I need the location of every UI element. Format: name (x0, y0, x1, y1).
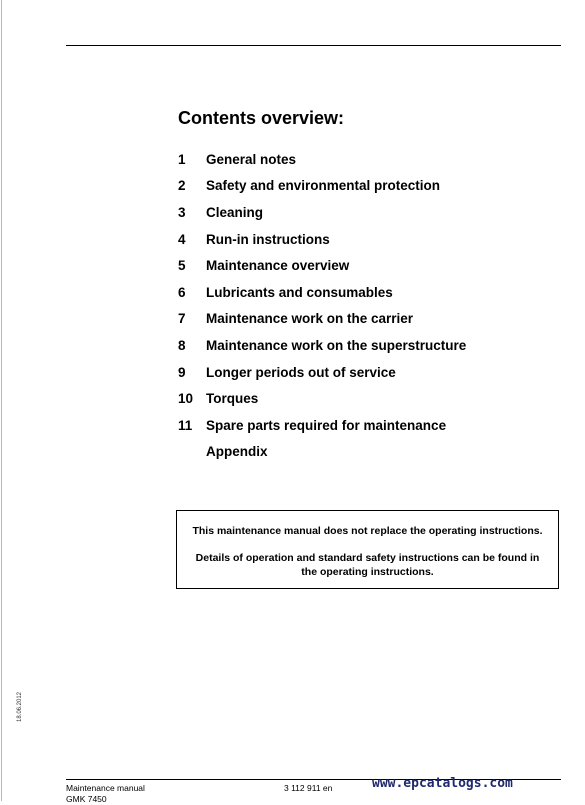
page-edge-line (1, 0, 2, 801)
toc-entry-2[interactable] (178, 173, 466, 200)
toc-entry-title: Run-in instructions (206, 231, 330, 247)
toc-entry-title: Maintenance work on the carrier (206, 311, 414, 327)
toc-entry-number: 6 (178, 284, 186, 300)
toc-entry-5[interactable] (178, 252, 466, 279)
toc-entry-title: Maintenance work on the superstructure (206, 337, 467, 353)
toc-entry-7[interactable] (178, 306, 466, 333)
contents-heading: Contents overview: (178, 108, 345, 128)
toc-entry-8[interactable] (178, 332, 466, 359)
toc-entry-title: Spare parts required for maintenance (206, 417, 447, 433)
watermark-url: www.epcatalogs.com (372, 776, 513, 791)
toc-entry-4[interactable] (178, 226, 466, 253)
toc-entry-number: 7 (178, 311, 186, 327)
notice-line-1: This maintenance manual does not replace the operating instructions. (192, 525, 543, 537)
notice-line-2: Details of operation and standard safety instructions can be found in the operating instructions. (195, 552, 540, 578)
toc-entry-title: Appendix (206, 444, 268, 460)
contents-list (178, 146, 466, 465)
toc-entry-number: 8 (178, 337, 186, 353)
side-date-stamp: 18.06.2012 (17, 691, 23, 723)
toc-entry-title: Maintenance overview (206, 258, 350, 274)
footer-doc-number: 3 112 911 en (284, 783, 333, 793)
toc-entry-title: Cleaning (206, 204, 264, 220)
toc-entry-9[interactable] (178, 359, 466, 386)
toc-entry-number: 3 (178, 204, 186, 220)
toc-entry-1[interactable] (178, 146, 466, 173)
toc-entry-appendix[interactable] (178, 439, 466, 466)
toc-entry-6[interactable] (178, 279, 466, 306)
header-rule (66, 45, 561, 46)
toc-entry-number: 5 (178, 258, 186, 274)
toc-entry-title: Lubricants and consumables (206, 284, 393, 300)
toc-entry-number: 1 (178, 151, 186, 167)
toc-entry-title: Safety and environmental protection (206, 178, 441, 194)
toc-entry-title: Torques (206, 391, 259, 407)
toc-entry-number: 11 (178, 417, 193, 433)
toc-entry-number: 10 (178, 391, 194, 407)
footer-manual-label: Maintenance manual (66, 783, 145, 793)
toc-entry-title: Longer periods out of service (206, 364, 396, 380)
toc-entry-11[interactable] (178, 412, 466, 439)
toc-entry-number: 2 (178, 178, 186, 194)
footer-model: GMK 7450 (66, 794, 107, 804)
toc-entry-number: 4 (178, 231, 186, 247)
notice-box (176, 510, 559, 589)
toc-entry-3[interactable] (178, 199, 466, 226)
toc-entry-number: 9 (178, 364, 186, 380)
toc-entry-10[interactable] (178, 385, 466, 412)
footer-left-block (66, 783, 145, 805)
toc-entry-title: General notes (206, 151, 297, 167)
